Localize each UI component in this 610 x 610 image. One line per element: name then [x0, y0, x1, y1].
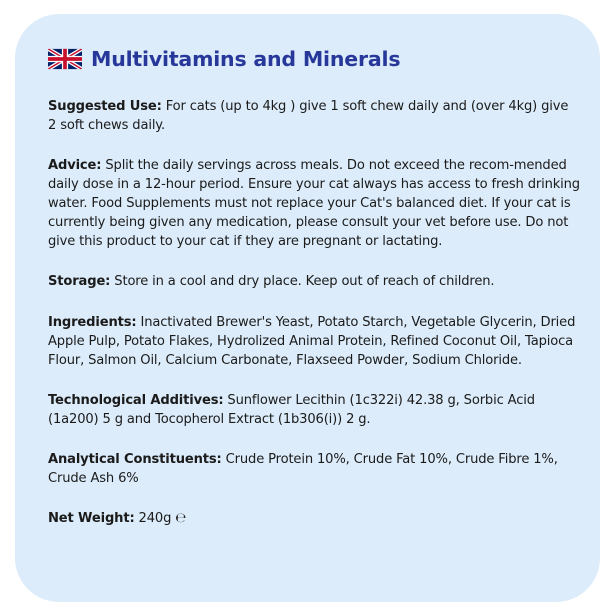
title-row [48, 47, 580, 71]
technological-additives-text: Sunflower Lecithin (1c322i) 42.38 g, Sorbic Acid (1a200) 5 g and Tocopherol Extract (1b306(i)) 2 g. [48, 393, 535, 427]
net-weight-text: 240g ℮ [134, 511, 187, 526]
ingredients-label: Ingredients: [48, 315, 137, 330]
technological-additives-label: Technological Additives: [48, 393, 224, 408]
uk-flag-icon [48, 48, 82, 70]
advice-label: Advice: [48, 158, 102, 173]
suggested-use-text: For cats (up to 4kg ) give 1 soft chew daily and (over 4kg) give 2 soft chews daily. [48, 99, 569, 133]
suggested-use-label: Suggested Use: [48, 99, 162, 114]
analytical-constituents-text: Crude Protein 10%, Crude Fat 10%, Crude Fibre 1%, Crude Ash 6% [48, 452, 558, 486]
analytical-constituents-section [48, 450, 580, 488]
storage-section [48, 272, 580, 291]
page-title: Multivitamins and Minerals [91, 47, 401, 71]
advice-section [48, 156, 580, 251]
analytical-constituents-label: Analytical Constituents: [48, 452, 222, 467]
storage-text: Store in a cool and dry place. Keep out of reach of children. [110, 274, 495, 289]
advice-text: Split the daily servings across meals. Do not exceed the recom-mended daily dose in a 12-hour period. Ensure your cat always has access to fresh drinking water. Food Supplements must not replace your Cat's balanced diet. If your cat is currently being given any medication, please consult your vet before use. Do not give this product to your cat if they are pregnant or lactating. [48, 158, 580, 249]
net-weight-label: Net Weight: [48, 511, 135, 526]
storage-label: Storage: [48, 274, 111, 289]
suggested-use-section [48, 97, 580, 135]
ingredients-section [48, 313, 580, 370]
technological-additives-section [48, 391, 580, 429]
product-info-card [15, 14, 600, 602]
ingredients-text: Inactivated Brewer's Yeast, Potato Starch, Vegetable Glycerin, Dried Apple Pulp, Potato Flakes, Hydrolized Animal Protein, Refined Coconut Oil, Tapioca Flour, Salmon Oil, Calcium Carbonate, Flaxseed Powder, Sodium Chloride. [48, 315, 576, 368]
net-weight-section [48, 509, 580, 528]
